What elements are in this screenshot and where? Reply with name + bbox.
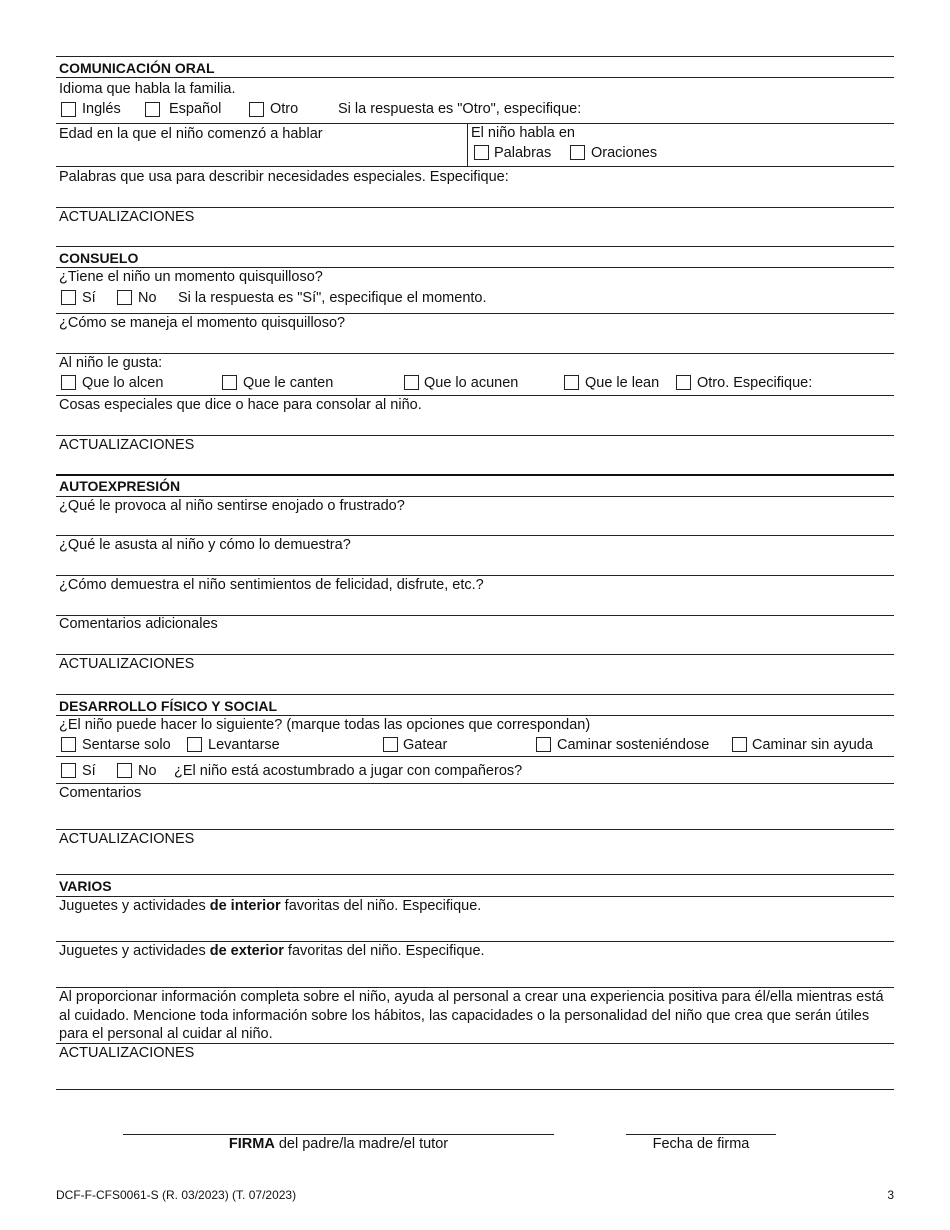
special-needs-words: Palabras que usa para describir necesidades especiales. Especifique: [59,169,509,185]
label-sentences: Oraciones [591,145,658,161]
checkbox-other-comfort[interactable] [676,375,691,390]
child-likes-label: Al niño le gusta: [59,355,163,371]
section-header-physical: DESARROLLO FÍSICO Y SOCIAL [59,698,278,714]
checkbox-sung[interactable] [222,375,237,390]
peers-question: ¿El niño está acostumbrado a jugar con compañeros? [174,763,523,779]
updates-label: ACTUALIZACIONES [59,831,195,847]
checkbox-spanish[interactable] [145,102,160,117]
rule [56,874,894,875]
label-spanish: Español [169,101,222,117]
signature-label: FIRMA del padre/la madre/el tutor [228,1136,449,1152]
label-crawl: Gatear [403,737,448,753]
checkbox-sit[interactable] [61,737,76,752]
label-walk-alone: Caminar sin ayuda [752,737,873,753]
checkbox-peers-no[interactable] [117,763,132,778]
info-paragraph: Al proporcionar información completa sobre el niño, ayuda al personal a crear una experiencia positiva para él/ella mientras está al cuidado. Mencione toda información sobre los hábitos, las capacidades o la personalidad del niño que crea que serán útiles para el personal al cuidar al niño. [59,989,884,1042]
indoor-toys-question: Juguetes y actividades de interior favoritas del niño. Especifique. [59,898,482,914]
label-other-comfort: Otro. Especifique: [697,375,813,391]
special-comfort-things: Cosas especiales que dice o hace para consolar al niño. [59,397,422,413]
checkbox-crawl[interactable] [383,737,398,752]
checkbox-sentences[interactable] [570,145,585,160]
checkbox-rocked[interactable] [404,375,419,390]
angry-question: ¿Qué le provoca al niño sentirse enojado o frustrado? [59,498,405,514]
rule [56,56,894,57]
updates-label: ACTUALIZACIONES [59,209,195,225]
scared-question: ¿Qué le asusta al niño y cómo lo demuestra? [59,537,351,553]
label-rocked: Que lo acunen [424,375,519,391]
updates-label: ACTUALIZACIONES [59,1045,195,1061]
label-read: Que le lean [585,375,660,391]
outdoor-toys-question: Juguetes y actividades de exterior favoritas del niño. Especifique. [59,943,485,959]
age-started-talking: Edad en la que el niño comenzó a hablar [59,126,323,142]
additional-comments: Comentarios adicionales [59,616,218,632]
checkbox-english[interactable] [61,102,76,117]
fussy-time-question: ¿Tiene el niño un momento quisquilloso? [59,269,323,285]
fussy-handling-question: ¿Cómo se maneja el momento quisquilloso? [59,315,346,331]
rule [56,77,894,78]
checkbox-walk-alone[interactable] [732,737,747,752]
happy-question: ¿Cómo demuestra el niño sentimientos de felicidad, disfrute, etc.? [59,577,484,593]
label-yes: Sí [82,763,96,779]
rule [56,353,894,354]
checkbox-fussy-no[interactable] [117,290,132,305]
child-speaks-in: El niño habla en [471,125,575,141]
rule [56,166,894,167]
rule [56,246,894,247]
checkbox-read[interactable] [564,375,579,390]
section-header-comfort: CONSUELO [59,250,139,266]
label-yes: Sí [82,290,96,306]
checkbox-other-language[interactable] [249,102,264,117]
label-lifted: Que lo alcen [82,375,164,391]
fussy-specify: Si la respuesta es "Sí", especifique el momento. [178,290,487,306]
label-sung: Que le canten [243,375,334,391]
rule [56,756,894,757]
rule [56,694,894,695]
label-no: No [138,763,157,779]
rule [56,783,894,784]
checkbox-peers-yes[interactable] [61,763,76,778]
form-id: DCF-F-CFS0061-S (R. 03/2023) (T. 07/2023) [56,1188,297,1202]
checkbox-lifted[interactable] [61,375,76,390]
rule [56,1089,894,1090]
can-do-question: ¿El niño puede hacer lo siguiente? (marque todas las opciones que correspondan) [59,717,591,733]
label-sit: Sentarse solo [82,737,171,753]
date-label: Fecha de firma [652,1136,750,1152]
column-divider [467,123,468,166]
label-words: Palabras [494,145,552,161]
rule [56,474,894,476]
label-english: Inglés [82,101,121,117]
language-question: Idioma que habla la familia. [59,81,236,97]
checkbox-stand[interactable] [187,737,202,752]
label-walk-holding: Caminar sosteniéndose [557,737,710,753]
updates-label: ACTUALIZACIONES [59,437,195,453]
section-header-oral: COMUNICACIÓN ORAL [59,60,215,76]
checkbox-walk-holding[interactable] [536,737,551,752]
label-no: No [138,290,157,306]
comments-label: Comentarios [59,785,142,801]
label-other-language: Otro [270,101,299,117]
label-stand: Levantarse [208,737,280,753]
checkbox-fussy-yes[interactable] [61,290,76,305]
updates-label: ACTUALIZACIONES [59,656,195,672]
page-number: 3 [887,1188,894,1202]
checkbox-words[interactable] [474,145,489,160]
section-header-self-expression: AUTOEXPRESIÓN [59,478,181,494]
other-language-specify: Si la respuesta es "Otro", especifique: [338,101,582,117]
section-header-misc: VARIOS [59,878,112,894]
